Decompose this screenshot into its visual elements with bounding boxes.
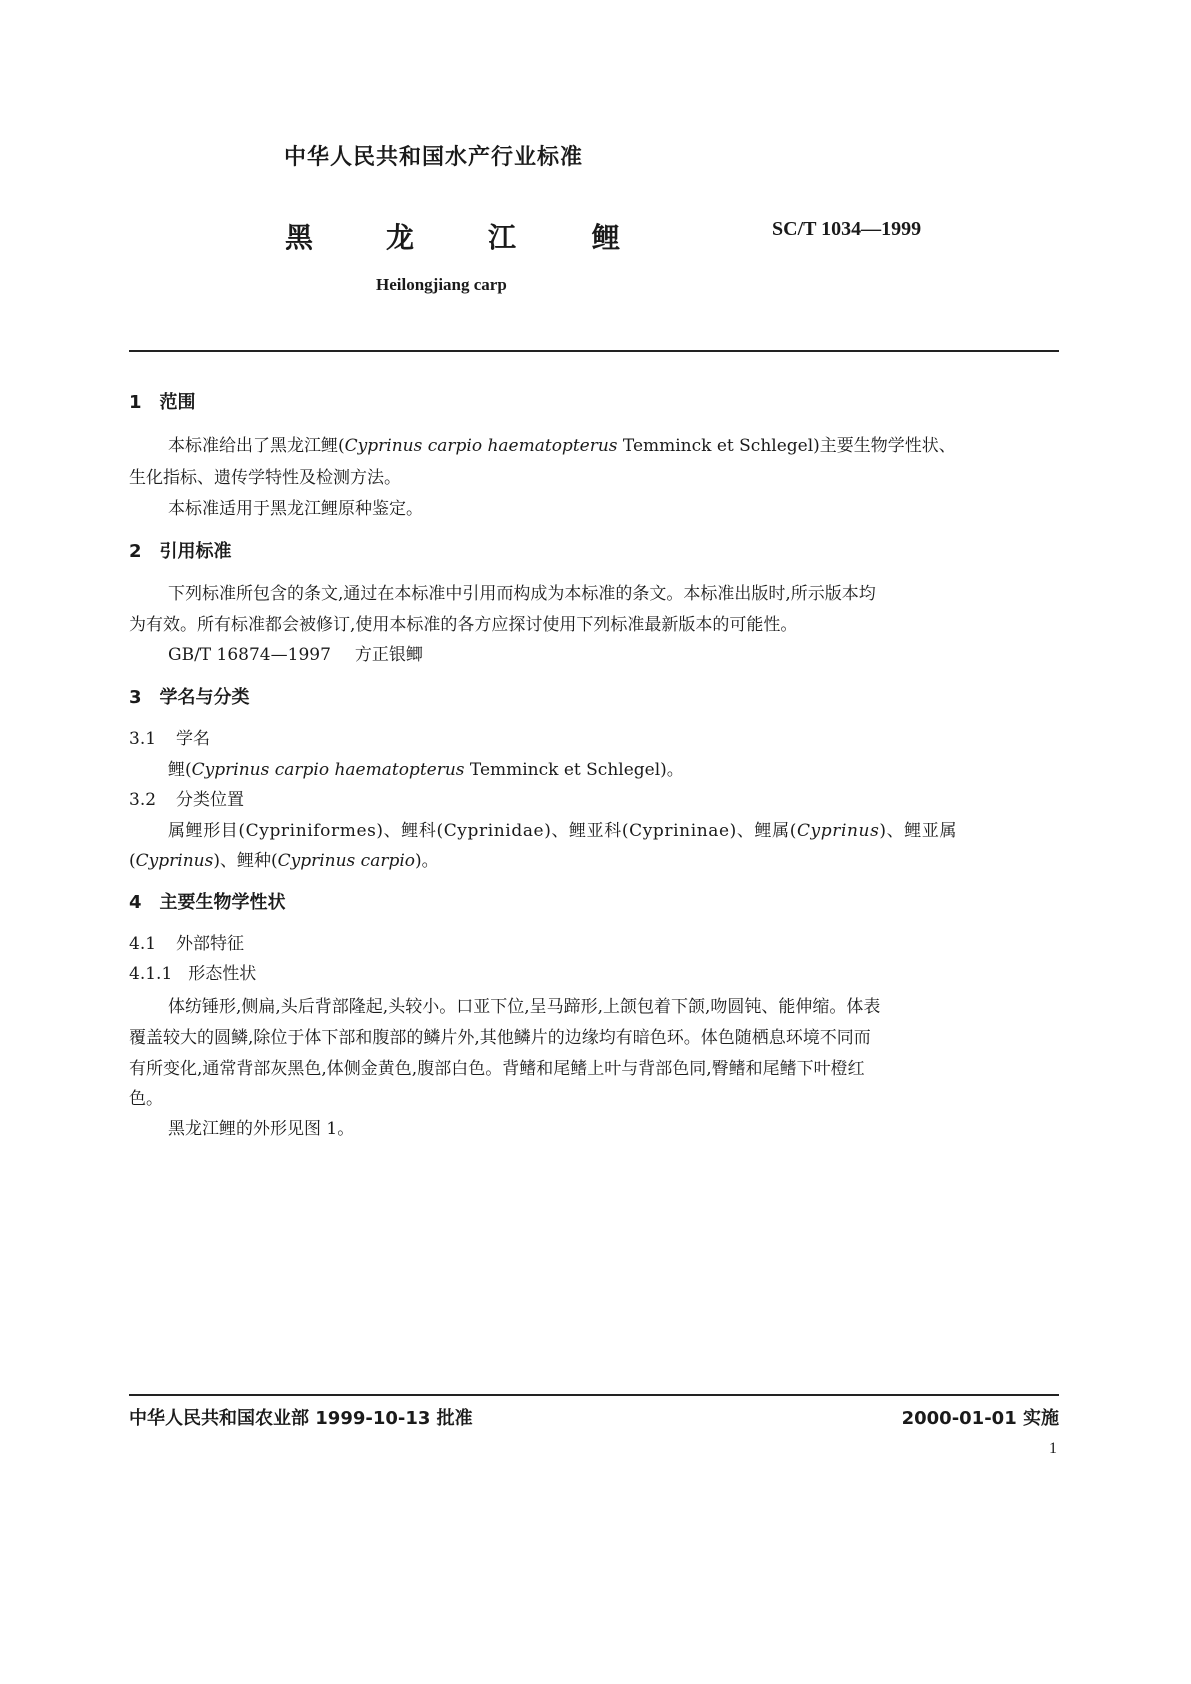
text-run: 属鲤形目(Cypriniformes)、鲤科(Cyprinidae)、鲤亚科(Cyprininae)、鲤属( <box>168 821 797 841</box>
section-number: 1 <box>129 392 142 413</box>
standard-title-char: 江 <box>488 221 517 254</box>
paragraph-line: 为有效。所有标准都会被修订,使用本标准的各方应探讨使用下列标准最新版本的可能性。 <box>129 615 798 635</box>
paragraph-line: 黑龙江鲤的外形见图 1。 <box>168 1119 355 1139</box>
header-rule <box>129 350 1059 352</box>
scientific-name: Cyprinus <box>796 821 880 841</box>
section-heading <box>129 683 250 709</box>
section-heading <box>129 888 286 914</box>
standard-code: SC/T 1034—1999 <box>772 218 922 240</box>
paragraph-line: 体纺锤形,侧扁,头后背部隆起,头较小。口亚下位,呈马蹄形,上颌包着下颌,吻圆钝、能伸缩。体表 <box>168 997 881 1017</box>
subsection-title: 外部特征 <box>176 934 245 954</box>
paragraph-line <box>168 815 957 847</box>
subsection-number: 4.1.1 <box>129 964 173 984</box>
text-run: Temminck et Schlegel)。 <box>464 760 684 780</box>
section-title: 范围 <box>159 392 196 413</box>
text-run: 鲤( <box>168 760 192 780</box>
subsection-title: 形态性状 <box>188 964 257 984</box>
reference-name: 方正银鲫 <box>354 645 423 665</box>
section-number: 4 <box>129 892 142 913</box>
section-title: 引用标准 <box>159 541 232 562</box>
scientific-name: Cyprinus <box>135 851 214 871</box>
paragraph-line <box>168 430 956 462</box>
standard-title-char: 黑 <box>285 221 314 254</box>
standard-title-char: 鲤 <box>592 221 621 254</box>
paragraph-line: 本标准适用于黑龙江鲤原种鉴定。 <box>168 499 423 519</box>
scientific-name: Cyprinus carpio <box>277 851 416 871</box>
paragraph-line: 覆盖较大的圆鳞,除位于体下部和腹部的鳞片外,其他鳞片的边缘均有暗色环。体色随栖息环境不同而 <box>129 1028 871 1048</box>
paragraph-line: 色。 <box>129 1089 163 1109</box>
effective-date: 2000-01-01 实施 <box>901 1408 1059 1429</box>
scientific-name: Cyprinus carpio haematopterus <box>344 436 618 456</box>
text-run: )。 <box>415 851 439 871</box>
english-subtitle: Heilongjiang carp <box>376 275 507 294</box>
reference-line <box>168 639 423 671</box>
standard-title-char: 龙 <box>386 221 415 254</box>
paragraph-line <box>168 754 684 786</box>
text-run: ( <box>129 851 136 871</box>
subsection-heading <box>129 928 244 960</box>
subsection-number: 4.1 <box>129 934 157 954</box>
standard-org-title: 中华人民共和国水产行业标准 <box>284 145 584 170</box>
subsection-heading <box>129 958 256 990</box>
reference-code: GB/T 16874—1997 <box>168 645 331 665</box>
paragraph-line: 下列标准所包含的条文,通过在本标准中引用而构成为本标准的条文。本标准出版时,所示版本均 <box>168 584 876 604</box>
section-number: 3 <box>129 687 142 708</box>
paragraph-line: 生化指标、遗传学特性及检测方法。 <box>129 468 401 488</box>
scientific-name: Cyprinus carpio haematopterus <box>191 760 465 780</box>
subsection-title: 分类位置 <box>176 790 245 810</box>
section-title: 主要生物学性状 <box>159 892 286 913</box>
section-number: 2 <box>129 541 142 562</box>
approval-line: 中华人民共和国农业部 1999-10-13 批准 <box>129 1408 473 1429</box>
paragraph-line <box>129 845 439 877</box>
paragraph-line: 有所变化,通常背部灰黑色,体侧金黄色,腹部白色。背鳍和尾鳍上叶与背部色同,臀鳍和尾鳍下叶橙红 <box>129 1059 865 1079</box>
section-title: 学名与分类 <box>159 687 250 708</box>
subsection-heading <box>129 784 244 816</box>
subsection-title: 学名 <box>176 729 211 749</box>
text-run: Temminck et Schlegel)主要生物学性状、 <box>617 436 956 456</box>
text-run: )、鲤亚属 <box>879 821 958 841</box>
text-run: 本标准给出了黑龙江鲤( <box>168 436 345 456</box>
subsection-number: 3.1 <box>129 729 157 749</box>
page-number: 1 <box>1049 1440 1057 1457</box>
text-run: )、鲤种( <box>213 851 278 871</box>
footer-rule <box>129 1394 1059 1396</box>
subsection-heading <box>129 723 210 755</box>
section-heading <box>129 537 232 563</box>
subsection-number: 3.2 <box>129 790 157 810</box>
section-heading <box>129 388 196 414</box>
